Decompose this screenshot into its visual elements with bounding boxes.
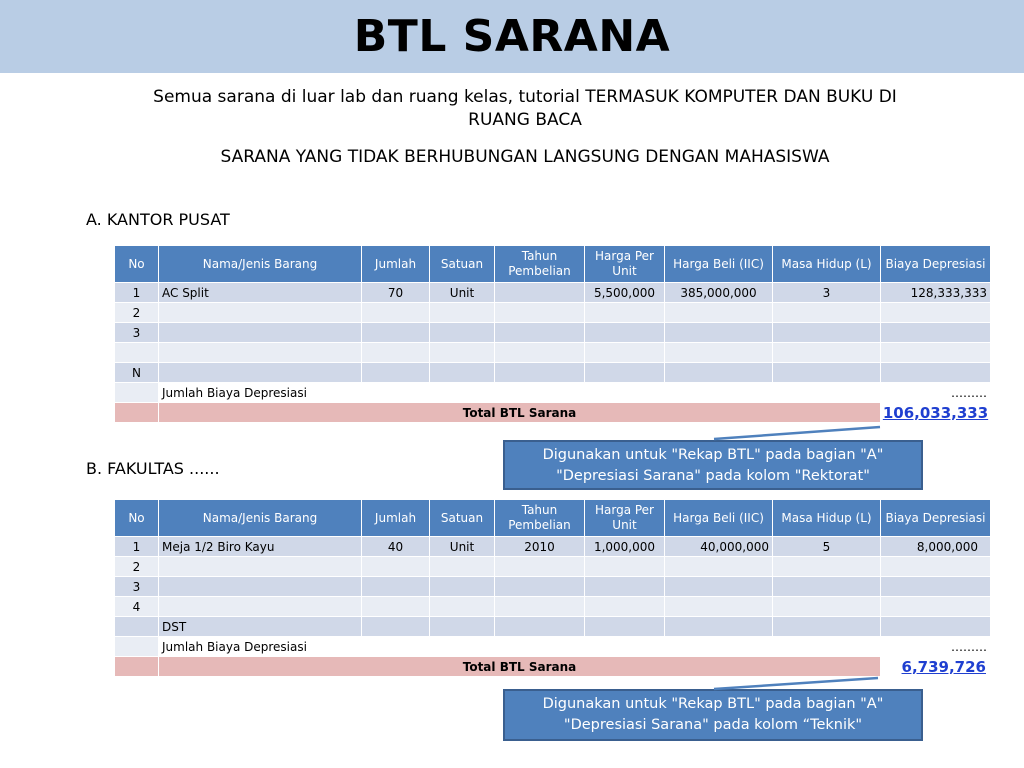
cell-biaya: 8,000,000	[881, 537, 991, 557]
header-tahun: Tahun Pembelian	[495, 500, 585, 537]
header-beli: Harga Beli (IIC)	[665, 246, 773, 283]
header-satuan: Satuan	[430, 246, 495, 283]
cell-harga: 1,000,000	[585, 537, 665, 557]
header-jumlah: Jumlah	[362, 500, 430, 537]
cell-biaya: 128,333,333	[881, 283, 991, 303]
total-label: Total BTL Sarana	[159, 403, 881, 423]
cell-no: N	[115, 363, 159, 383]
header-masa: Masa Hidup (L)	[773, 246, 881, 283]
section-b-label: B. FAKULTAS ......	[86, 459, 220, 478]
cell-no: 3	[115, 577, 159, 597]
total-value: 6,739,726	[901, 657, 986, 676]
callout-a-line-2: "Depresiasi Sarana" pada kolom "Rektorat"	[556, 468, 870, 484]
header-satuan: Satuan	[430, 500, 495, 537]
cell-masa: 3	[773, 283, 881, 303]
connector-b	[714, 678, 878, 689]
callout-b-line-2: "Depresiasi Sarana" pada kolom “Teknik"	[563, 717, 863, 733]
cell-nama: Meja 1/2 Biro Kayu	[159, 537, 362, 557]
cell-nama: DST	[159, 617, 362, 637]
sum-label: Jumlah Biaya Depresiasi	[159, 637, 881, 657]
cell-no: 1	[115, 283, 159, 303]
sum-value: ………	[881, 637, 991, 657]
cell-harga: 5,500,000	[585, 283, 665, 303]
sum-value: ………	[881, 383, 991, 403]
cell-satuan: Unit	[430, 283, 495, 303]
header-biaya: Biaya Depresiasi	[881, 500, 991, 537]
header-beli: Harga Beli (IIC)	[665, 500, 773, 537]
cell-no: 2	[115, 303, 159, 323]
cell-no: 2	[115, 557, 159, 577]
header-nama: Nama/Jenis Barang	[159, 500, 362, 537]
total-value: 106,033,333	[882, 403, 989, 422]
cell-masa: 5	[773, 537, 881, 557]
cell-beli: 385,000,000	[665, 283, 773, 303]
cell-jumlah: 70	[362, 283, 430, 303]
cell-nama: AC Split	[159, 283, 362, 303]
header-masa: Masa Hidup (L)	[773, 500, 881, 537]
subtitle-line-1: Semua sarana di luar lab dan ruang kelas, tutorial TERMASUK KOMPUTER DAN BUKU DI	[153, 87, 897, 107]
header-no: No	[115, 500, 159, 537]
subtitle-line-3: SARANA YANG TIDAK BERHUBUNGAN LANGSUNG DENGAN MAHASISWA	[220, 147, 830, 167]
header-harga: Harga Per Unit	[585, 246, 665, 283]
total-label: Total BTL Sarana	[159, 657, 881, 677]
header-biaya: Biaya Depresiasi	[881, 246, 991, 283]
callout-b-line-1: Digunakan untuk "Rekap BTL" pada bagian "A"	[542, 696, 884, 712]
cell-tahun: 2010	[495, 537, 585, 557]
section-a-label: A. KANTOR PUSAT	[86, 210, 230, 229]
page-title: BTL SARANA	[353, 11, 671, 62]
cell-satuan: Unit	[430, 537, 495, 557]
header-nama: Nama/Jenis Barang	[159, 246, 362, 283]
cell-no: 4	[115, 597, 159, 617]
cell-beli: 40,000,000	[665, 537, 773, 557]
subtitle-line-2: RUANG BACA	[468, 110, 582, 130]
cell-no: 3	[115, 323, 159, 343]
connector-a	[714, 427, 880, 439]
callout-a-line-1: Digunakan untuk "Rekap BTL" pada bagian "A"	[542, 447, 884, 463]
header-no: No	[115, 246, 159, 283]
sum-label: Jumlah Biaya Depresiasi	[159, 383, 881, 403]
cell-jumlah: 40	[362, 537, 430, 557]
cell-no: 1	[115, 537, 159, 557]
header-harga: Harga Per Unit	[585, 500, 665, 537]
header-jumlah: Jumlah	[362, 246, 430, 283]
header-tahun: Tahun Pembelian	[495, 246, 585, 283]
